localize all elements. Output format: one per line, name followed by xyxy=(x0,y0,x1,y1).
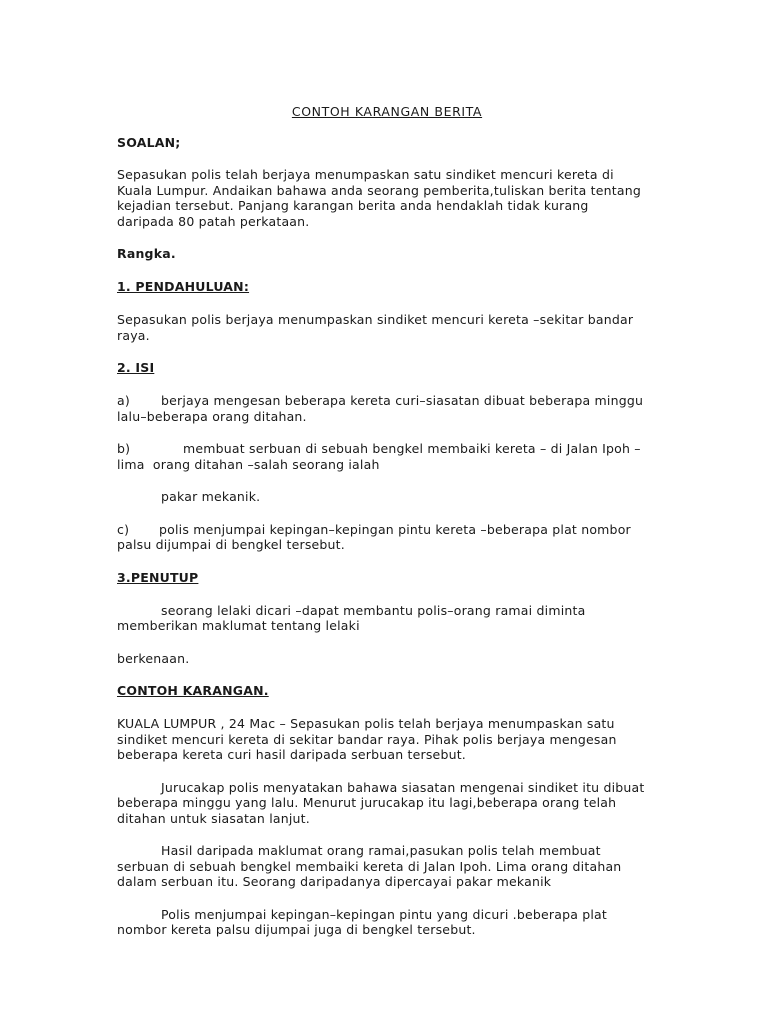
body-item-a xyxy=(117,393,657,424)
intro-paragraph xyxy=(117,312,657,343)
closing-paragraph xyxy=(117,603,657,634)
sample-line: Polis menjumpai kepingan–kepingan pintu yang dicuri .beberapa plat xyxy=(161,906,608,922)
sample-line: beberapa kereta curi hasil daripada serbuan tersebut. xyxy=(117,747,466,762)
sample-paragraph-3 xyxy=(117,843,657,890)
item-line: lalu–beberapa orang ditahan. xyxy=(117,408,307,424)
question-heading: SOALAN; xyxy=(117,135,181,150)
sample-line: beberapa minggu yang lalu. Menurut jurucakap itu lagi,beberapa orang telah xyxy=(117,795,617,810)
item-continuation: pakar mekanik. xyxy=(161,489,261,504)
closing-line: memberikan maklumat tentang lelaki xyxy=(117,618,360,633)
intro-heading: 1. PENDAHULUAN: xyxy=(117,279,250,294)
question-line: Kuala Lumpur. Andaikan bahawa anda seorang pemberita,tuliskan berita tentang xyxy=(117,182,642,198)
sample-line: KUALA LUMPUR , 24 Mac – Sepasukan polis telah berjaya menumpaskan satu xyxy=(117,716,615,731)
question-line: daripada 80 patah perkataan. xyxy=(117,213,310,229)
document-title: CONTOH KARANGAN BERITA xyxy=(291,104,483,119)
item-label: c) xyxy=(117,521,130,537)
closing-line: seorang lelaki dicari –dapat membantu polis–orang ramai diminta xyxy=(161,602,586,618)
question-line: Sepasukan polis telah berjaya menumpaskan satu sindiket mencuri kereta di xyxy=(117,167,614,182)
item-line: membuat serbuan di sebuah bengkel membaiki kereta – di Jalan Ipoh – xyxy=(183,441,641,456)
intro-line: raya. xyxy=(117,327,150,343)
sample-line: serbuan di sebuah bengkel membaiki kereta di Jalan Ipoh. Lima orang ditahan xyxy=(117,858,622,874)
intro-line: Sepasukan polis berjaya menumpaskan sindiket mencuri kereta –sekitar bandar xyxy=(117,312,634,327)
sample-paragraph-1 xyxy=(117,716,657,763)
outline-heading: Rangka. xyxy=(117,246,176,261)
item-label: b) xyxy=(117,441,131,456)
document-page xyxy=(117,104,657,938)
sample-line: ditahan untuk siasatan lanjut. xyxy=(117,810,310,826)
body-item-b xyxy=(117,441,657,505)
sample-line: Hasil daripada maklumat orang ramai,pasukan polis telah membuat xyxy=(161,843,601,858)
body-heading: 2. ISI xyxy=(117,360,155,375)
sample-line: sindiket mencuri kereta di sekitar bandar raya. Pihak polis berjaya mengesan xyxy=(117,731,617,747)
question-line: kejadian tersebut. Panjang karangan berita anda hendaklah tidak kurang xyxy=(117,198,589,213)
sample-line: dalam serbuan itu. Seorang daripadanya dipercayai pakar mekanik xyxy=(117,874,552,889)
sample-line: Jurucakap polis menyatakan bahawa siasatan mengenai sindiket itu dibuat xyxy=(161,779,645,795)
body-item-c xyxy=(117,522,657,553)
sample-paragraph-2 xyxy=(117,780,657,827)
closing-continuation: berkenaan. xyxy=(117,650,190,666)
closing-heading: 3.PENUTUP xyxy=(117,569,199,585)
sample-paragraph-4 xyxy=(117,907,657,938)
question-paragraph xyxy=(117,167,657,229)
item-line: polis menjumpai kepingan–kepingan pintu kereta –beberapa plat nombor xyxy=(159,521,631,537)
sample-line: nombor kereta palsu dijumpai juga di bengkel tersebut. xyxy=(117,922,476,937)
item-line: lima orang ditahan –salah seorang ialah xyxy=(117,456,380,472)
item-line: palsu dijumpai di bengkel tersebut. xyxy=(117,537,345,552)
item-line: berjaya mengesan beberapa kereta curi–siasatan dibuat beberapa minggu xyxy=(161,393,644,408)
sample-heading: CONTOH KARANGAN. xyxy=(117,683,269,698)
item-label: a) xyxy=(117,393,130,408)
